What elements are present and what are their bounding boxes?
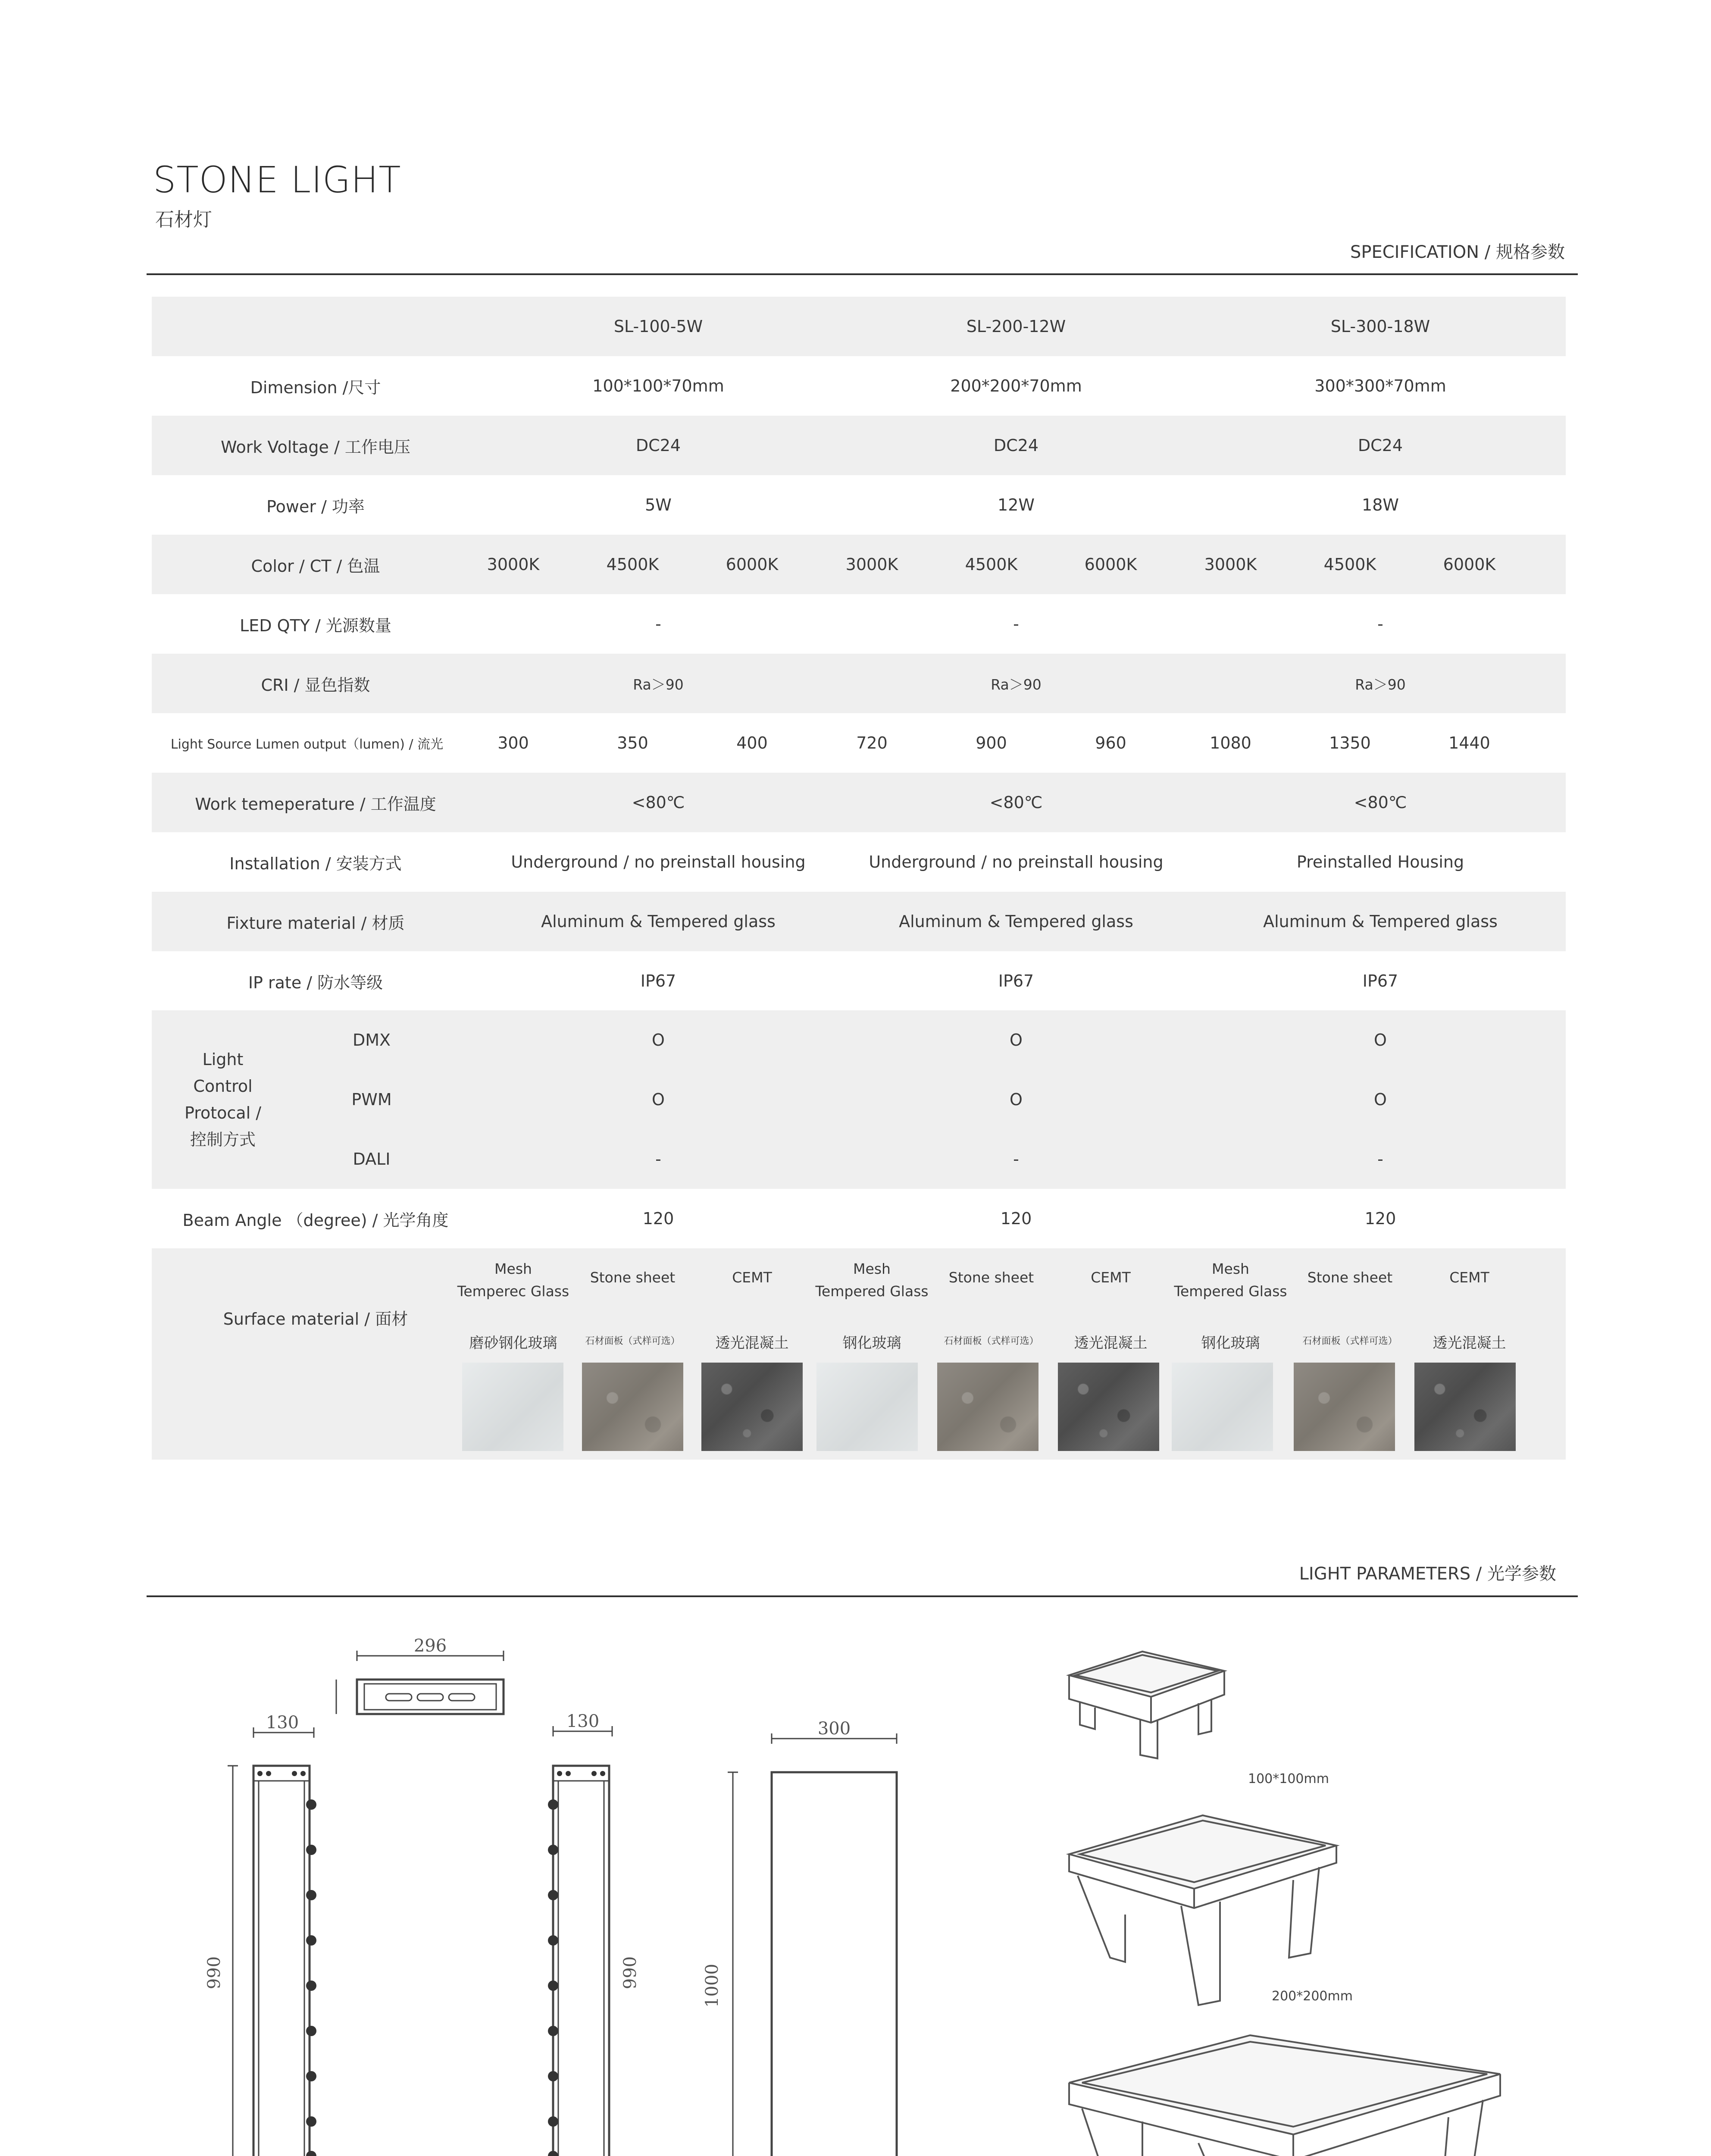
light-parameters-label: LIGHT PARAMETERS / 光学参数	[1299, 1564, 1556, 1584]
beam-value-1: 120	[642, 1209, 674, 1228]
lumen-value: 1440	[1448, 733, 1490, 752]
power-value-1: 5W	[645, 495, 672, 514]
dim-height-c: 1000	[702, 1964, 722, 2008]
voltage-value-3: DC24	[1358, 436, 1403, 455]
led-qty-label: LED QTY / 光源数量	[240, 616, 391, 635]
protocol-label-line: Light	[202, 1050, 244, 1069]
temperature-value-3: <80℃	[1354, 793, 1407, 812]
fixture-value-1: Aluminum & Tempered glass	[541, 912, 776, 931]
lumen-value: 300	[497, 733, 529, 752]
glass-text: Tempered Glass	[1174, 1283, 1287, 1300]
dali-value-3: -	[1377, 1150, 1383, 1169]
pwm-value-1: O	[652, 1090, 665, 1109]
dimension-value-3: 300*300*70mm	[1314, 376, 1446, 395]
temperature-label: Work temeperature / 工作温度	[195, 794, 436, 814]
ip-value-3: IP67	[1362, 971, 1398, 990]
installation-label: Installation / 安装方式	[229, 854, 402, 873]
installation-value-2: Underground / no preinstall housing	[869, 852, 1164, 871]
surface-glass-cn: 钢化玻璃	[842, 1335, 901, 1352]
surface-cemt-label: CEMT	[1449, 1269, 1489, 1286]
glass-text: Temperec Glass	[457, 1283, 569, 1300]
fixture-label: Fixture material / 材质	[226, 913, 405, 933]
cri-value-3: Ra＞90	[1355, 676, 1406, 693]
dim-side-width-a: 130	[266, 1713, 299, 1733]
dmx-value-2: O	[1010, 1031, 1023, 1050]
beam-label: Beam Angle （degree) / 光学角度	[182, 1210, 449, 1230]
dmx-label: DMX	[352, 1031, 391, 1050]
voltage-label: Work Voltage / 工作电压	[221, 437, 410, 457]
power-value-3: 18W	[1362, 495, 1399, 514]
surface-cemt-label: CEMT	[1091, 1269, 1131, 1286]
dimension-label: Dimension /尺寸	[250, 378, 381, 397]
temperature-value-2: <80℃	[989, 793, 1043, 812]
power-value-2: 12W	[998, 495, 1035, 514]
dali-value-1: -	[655, 1150, 661, 1169]
lumen-value: 900	[976, 733, 1007, 752]
surface-cemt-cn: 透光混凝土	[1433, 1335, 1506, 1352]
led-qty-value-3: -	[1377, 614, 1383, 633]
model-3: SL-300-18W	[1330, 317, 1430, 336]
top-view-drawing	[336, 1651, 504, 1714]
protocol-label-line: Protocal /	[184, 1103, 262, 1122]
dali-label: DALI	[353, 1150, 391, 1169]
lumen-value: 350	[617, 733, 648, 752]
dim-side-width-b: 130	[566, 1711, 600, 1731]
ct-value: 6000K	[1443, 555, 1496, 574]
surface-stone-cn: 石材面板（式样可选）	[1302, 1336, 1398, 1347]
model-1: SL-100-5W	[613, 317, 703, 336]
page-subtitle: 石材灯	[155, 209, 212, 231]
surface-glass-cn: 钢化玻璃	[1201, 1335, 1260, 1352]
lumen-value: 1350	[1329, 733, 1371, 752]
fixture-value-2: Aluminum & Tempered glass	[899, 912, 1133, 931]
beam-value-2: 120	[1000, 1209, 1032, 1228]
led-qty-value-1: -	[655, 614, 661, 633]
ip-label: IP rate / 防水等级	[248, 973, 383, 992]
installation-value-3: Preinstalled Housing	[1296, 852, 1464, 871]
beam-value-3: 120	[1364, 1209, 1396, 1228]
ct-value: 4500K	[1323, 555, 1376, 574]
ct-value: 6000K	[1084, 555, 1137, 574]
voltage-value-1: DC24	[635, 436, 681, 455]
surface-stone-cn: 石材面板（式样可选）	[585, 1336, 680, 1347]
lumen-value: 720	[856, 733, 888, 752]
ct-value: 4500K	[606, 555, 659, 574]
ct-value: 3000K	[845, 555, 898, 574]
surface-stone-label: Stone sheet	[948, 1269, 1034, 1286]
led-qty-value-2: -	[1013, 614, 1019, 633]
installation-value-1: Underground / no preinstall housing	[511, 852, 806, 871]
temperature-value-1: <80℃	[632, 793, 685, 812]
fixture-value-3: Aluminum & Tempered glass	[1263, 912, 1498, 931]
dmx-value-1: O	[652, 1031, 665, 1050]
fixture-sketch-300	[1069, 2035, 1500, 2156]
mesh-text: Mesh	[1212, 1260, 1249, 1277]
size-label-200: 200*200mm	[1272, 1989, 1353, 2004]
cri-label: CRI / 显色指数	[261, 675, 370, 695]
fixture-sketch-100	[1069, 1651, 1224, 1758]
mesh-text: Mesh	[853, 1260, 891, 1277]
surface-glass-cn: 磨砂钢化玻璃	[469, 1335, 557, 1352]
protocol-label-line: Control	[193, 1077, 253, 1096]
surface-cemt-cn: 透光混凝土	[1074, 1335, 1148, 1352]
dmx-value-3: O	[1374, 1031, 1387, 1050]
dimension-value-2: 200*200*70mm	[950, 376, 1082, 395]
dim-height-b: 990	[620, 1956, 640, 1990]
lumen-value: 960	[1095, 733, 1126, 752]
lumen-value: 1080	[1210, 733, 1251, 752]
surface-stone-label: Stone sheet	[590, 1269, 676, 1286]
dim-top-width: 296	[413, 1636, 447, 1656]
fixture-sketch-200	[1069, 1815, 1336, 2005]
dim-height-a: 990	[204, 1956, 224, 1990]
ct-value: 6000K	[726, 555, 779, 574]
size-label-100: 100*100mm	[1248, 1771, 1329, 1786]
cri-value-1: Ra＞90	[633, 676, 684, 693]
pwm-label: PWM	[351, 1090, 392, 1109]
side-view-b-drawing	[553, 1726, 612, 2156]
cri-value-2: Ra＞90	[991, 676, 1042, 693]
page-title: STONE LIGHT	[153, 159, 401, 201]
surface-cemt-label: CEMT	[732, 1269, 772, 1286]
lumen-value: 400	[736, 733, 768, 752]
glass-text: Tempered Glass	[815, 1283, 929, 1300]
surface-cemt-cn: 透光混凝土	[715, 1335, 789, 1352]
ct-value: 3000K	[1204, 555, 1257, 574]
voltage-value-2: DC24	[993, 436, 1039, 455]
pwm-value-3: O	[1374, 1090, 1387, 1109]
pwm-value-2: O	[1010, 1090, 1023, 1109]
power-label: Power / 功率	[266, 497, 365, 516]
ip-value-1: IP67	[640, 971, 676, 990]
ct-value: 3000K	[487, 555, 540, 574]
ct-value: 4500K	[965, 555, 1018, 574]
dali-value-2: -	[1013, 1150, 1019, 1169]
surface-stone-label: Stone sheet	[1307, 1269, 1393, 1286]
lumen-label: Light Source Lumen output（lumen) / 流光	[170, 737, 444, 752]
color-ct-label: Color / CT / 色温	[251, 556, 380, 576]
specification-label: SPECIFICATION / 规格参数	[1350, 242, 1565, 262]
mesh-text: Mesh	[494, 1260, 532, 1277]
surface-stone-cn: 石材面板（式样可选）	[944, 1336, 1039, 1347]
front-view-drawing	[728, 1733, 897, 2156]
dimension-value-1: 100*100*70mm	[592, 376, 724, 395]
model-2: SL-200-12W	[966, 317, 1066, 336]
surface-label: Surface material / 面材	[223, 1309, 408, 1329]
protocol-label-line: 控制方式	[190, 1130, 256, 1149]
ip-value-2: IP67	[998, 971, 1034, 990]
dim-front-width: 300	[817, 1719, 851, 1739]
side-view-a-drawing	[228, 1727, 314, 2156]
